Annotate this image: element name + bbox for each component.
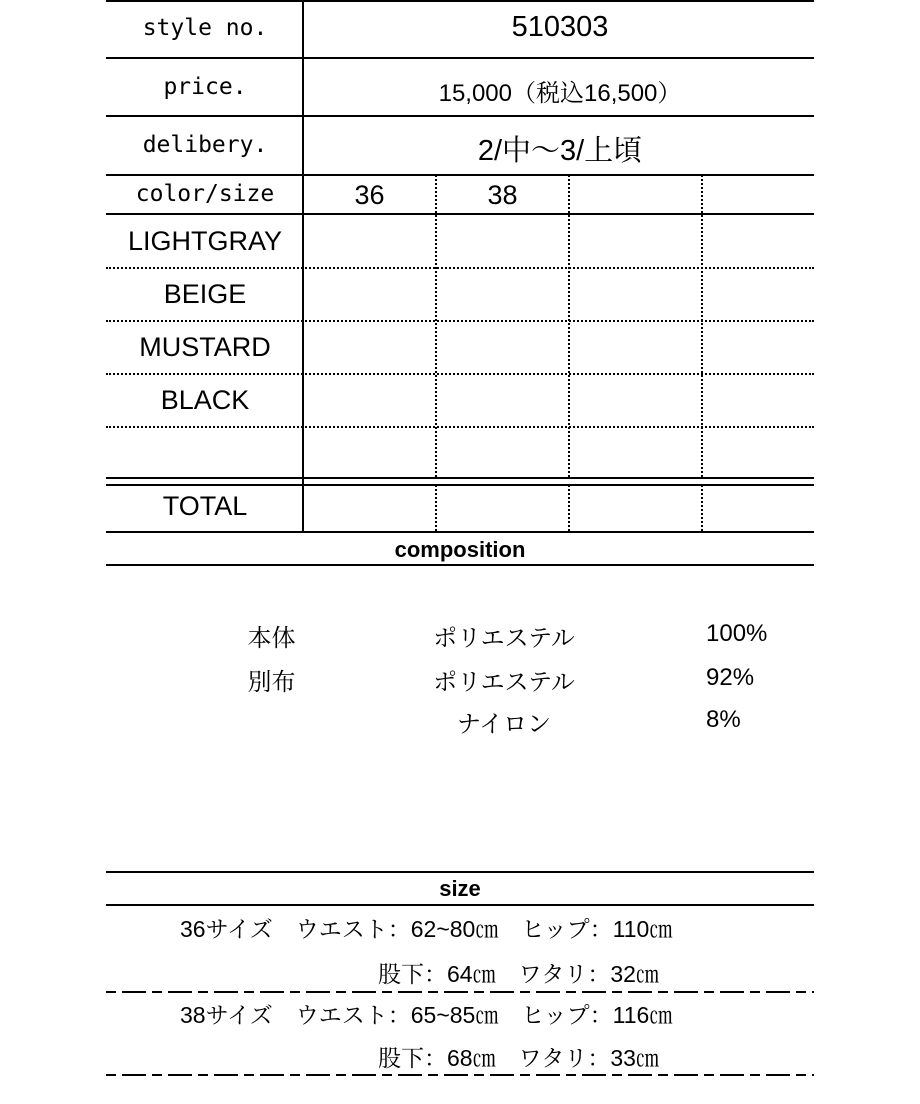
size-column-divider [701, 485, 703, 531]
color-lightgray: LIGHTGRAY [127, 226, 283, 256]
price-label: price. [163, 74, 247, 100]
table-border [106, 174, 814, 176]
table-border [106, 484, 814, 486]
size-38-line2: 股下：68㎝ ワタリ：33㎝ [378, 1045, 659, 1071]
composition-material: ポリエステル [433, 669, 575, 696]
size-36-line1: 36サイズ ウエスト：62~80㎝ ヒップ：110㎝ [180, 916, 673, 942]
size-column-divider [435, 175, 437, 477]
size-top-border [106, 871, 814, 873]
composition-percent: 92% [706, 664, 755, 691]
size-heading: size [439, 876, 481, 901]
delivery-value: 2/中～3/上頃 [477, 135, 643, 167]
table-border [106, 477, 814, 479]
color-black: BLACK [160, 385, 250, 415]
size-divider [106, 1074, 814, 1076]
price-value: 15,000（税込16,500） [438, 80, 682, 107]
style-label: style no. [142, 15, 268, 41]
color-size-label: color/size [135, 181, 275, 207]
size-38-line1: 38サイズ ウエスト：65~85㎝ ヒップ：116㎝ [180, 1002, 673, 1028]
size-underline [106, 904, 814, 906]
row-divider [106, 320, 814, 322]
table-border [106, 213, 814, 215]
size-36-line2: 股下：64㎝ ワタリ：32㎝ [378, 961, 659, 987]
size-header-38: 38 [487, 180, 518, 210]
style-value: 510303 [511, 11, 609, 43]
color-beige: BEIGE [163, 279, 247, 309]
row-divider [106, 373, 814, 375]
composition-underline [106, 564, 814, 566]
size-column-divider [701, 175, 703, 477]
size-column-divider [568, 175, 570, 477]
composition-percent: 100% [706, 620, 768, 647]
composition-material: ポリエステル [433, 625, 575, 652]
color-mustard: MUSTARD [139, 332, 271, 362]
table-border [106, 57, 814, 59]
size-header-36: 36 [354, 180, 385, 210]
delivery-label: delibery. [142, 132, 268, 158]
composition-heading: composition [394, 537, 526, 562]
size-column-divider [435, 485, 437, 531]
composition-part: 別布 [247, 669, 296, 696]
row-divider [106, 267, 814, 269]
size-column-divider [568, 485, 570, 531]
row-divider [106, 426, 814, 428]
composition-material: ナイロン [456, 711, 552, 738]
composition-part: 本体 [247, 625, 296, 652]
size-divider [106, 991, 814, 993]
table-border [106, 531, 814, 533]
table-border [106, 115, 814, 117]
total-label: TOTAL [162, 491, 248, 521]
table-border [106, 0, 814, 2]
composition-percent: 8% [706, 706, 741, 733]
